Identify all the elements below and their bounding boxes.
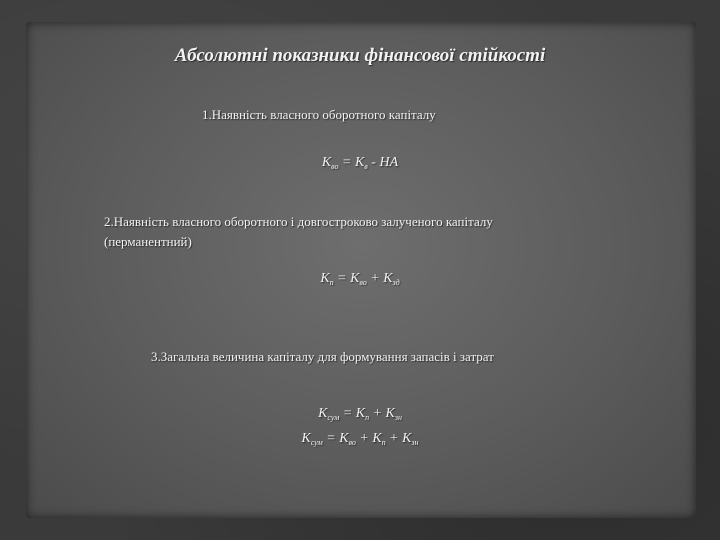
slide-title: Абсолютні показники фінансової стійкості bbox=[174, 45, 546, 66]
formula-1: $К_{во} = К_в$ - НА bbox=[321, 155, 399, 171]
item-2-heading-line2: (перманентний) bbox=[104, 234, 192, 249]
item-1-heading: 1.Наявність власного оборотного капіталу bbox=[202, 107, 436, 122]
formula-3b: $К_{сум} = К_{во} + К_п + К_{зн}$ bbox=[301, 431, 419, 447]
formula-2: $К_п = К_{во} + К_{зд}$ bbox=[320, 271, 400, 287]
item-2-heading-line1: 2.Наявність власного оборотного і довгостроково залученого капіталу bbox=[104, 214, 493, 229]
formula-3a: $К_{сум} = К_п + К_{зн}$ bbox=[318, 406, 402, 422]
item-3-heading: 3.Загальна величина капіталу для формування запасів і затрат bbox=[151, 349, 494, 364]
